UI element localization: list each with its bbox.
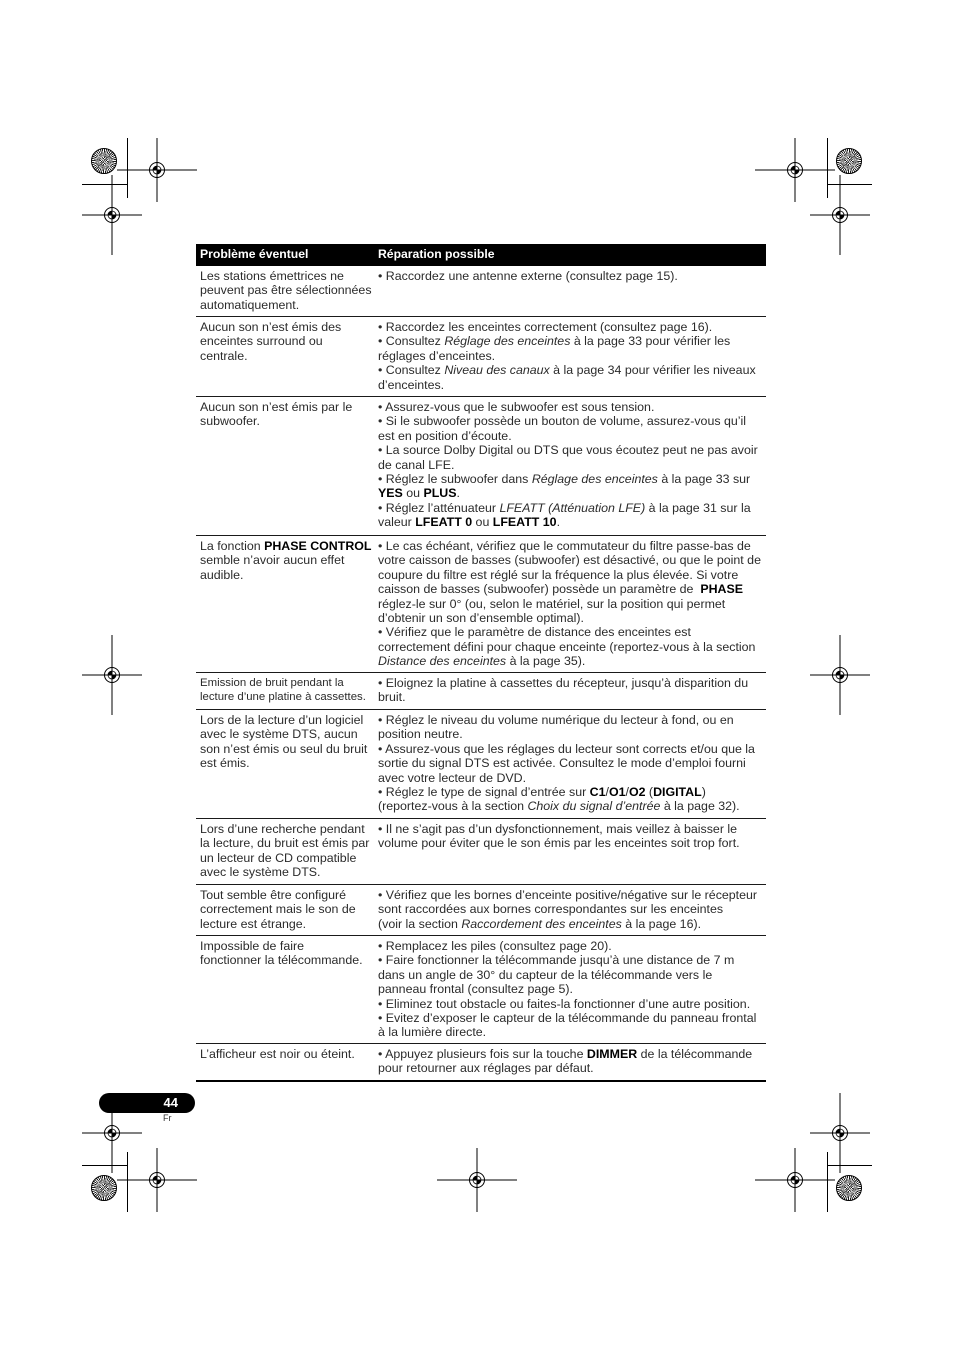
bold-text: C1 (589, 784, 606, 799)
table-row (196, 536, 766, 673)
text-segment: • Appuyez plusieurs fois sur la touche (378, 1047, 587, 1061)
text-segment: à la page 33 sur (657, 471, 751, 486)
italic-text: LFEATT (Atténuation LFE) (499, 500, 646, 515)
text-segment: bruit. (378, 690, 406, 705)
text-segment: sont raccordées aux bornes correspondantes sur les enceintes (378, 902, 724, 917)
solution-text-line (378, 472, 764, 486)
text-segment: • Réglez le type de signal d’entrée sur (378, 784, 590, 799)
text-segment: • Si le subwoofer possède un bouton de volume, assurez-vous qu’il (378, 414, 747, 429)
problem-text-line (200, 414, 376, 428)
table-row (196, 819, 766, 885)
solution-cell (378, 888, 764, 931)
solution-text-line (378, 953, 764, 967)
text-segment: Tout semble être configuré (200, 888, 347, 902)
problem-cell (200, 320, 376, 363)
solution-text-line (378, 917, 764, 931)
solution-text-line (378, 742, 764, 756)
solution-text-line (378, 939, 764, 953)
bold-text: DIGITAL (653, 784, 702, 799)
problem-text-line (200, 953, 376, 967)
problem-text-line (200, 568, 376, 582)
text-segment: • Vérifiez que le paramètre de distance des enceintes est (378, 625, 691, 640)
problem-cell (200, 888, 376, 931)
solution-text-line (378, 443, 764, 457)
registration-mark-top-left (117, 138, 197, 202)
solution-cell (378, 939, 764, 1040)
problem-cell (200, 400, 376, 429)
text-segment: à la page 35). (506, 654, 586, 669)
text-segment: avec le système DTS, aucun (200, 727, 358, 742)
solution-text-line (378, 1047, 764, 1061)
italic-text: Réglage des enceintes (444, 334, 571, 349)
problem-text-line (200, 320, 376, 334)
text-segment: votre caisson de basses (subwoofer) est désactivé, ou que le point de (378, 553, 761, 568)
problem-text-line (200, 676, 376, 690)
problem-text-line (200, 400, 376, 414)
color-target-bottom-right-icon (836, 1175, 862, 1201)
italic-text: Réglage des enceintes (531, 471, 658, 486)
registration-mark-top-right-side (810, 175, 870, 255)
text-segment: ) (701, 784, 706, 799)
solution-text-line (378, 486, 764, 500)
solution-text-line (378, 378, 764, 392)
registration-mark-bottom-right (755, 1148, 835, 1212)
language-label: Fr (163, 1113, 172, 1123)
text-segment: • Raccordez les enceintes correctement (consultez page 16). (378, 320, 713, 334)
color-target-top-right-icon (836, 148, 862, 174)
problem-text-line (200, 939, 376, 953)
solution-text-line (378, 785, 764, 799)
problem-cell (200, 1047, 376, 1061)
table-row (196, 397, 766, 536)
problem-text-line (200, 269, 376, 283)
italic-text: Niveau des canaux (444, 363, 550, 378)
registration-mark-middle-right (810, 635, 870, 715)
solution-text-line (378, 501, 764, 515)
text-segment: • La source Dolby Digital ou DTS que vous écoutez peut ne pas avoir (378, 443, 758, 458)
text-segment: lecture est étrange. (200, 916, 307, 931)
solution-text-line (378, 888, 764, 902)
solution-text-line (378, 1011, 764, 1025)
solution-cell (378, 320, 764, 392)
text-segment: ou (402, 486, 424, 501)
text-segment: valeur (378, 515, 416, 530)
solution-text-line (378, 836, 764, 850)
problem-cell (200, 939, 376, 968)
text-segment: Les stations émettrices ne (200, 269, 344, 283)
text-segment: la lecture, du bruit est émis par (200, 836, 370, 851)
text-segment: volume pour éviter que le son émis par les enceintes soit trop fort. (378, 836, 740, 851)
problem-text-line (200, 888, 376, 902)
page-number: 44 (163, 1095, 178, 1110)
bold-text: LFEATT 0 (415, 515, 473, 530)
problem-cell (200, 676, 376, 705)
text-segment: • Consultez (378, 334, 445, 349)
text-segment: coupure du filtre est réglé sur la fréquence la plus élevée. Si votre (378, 567, 739, 582)
text-segment: • Réglez l’atténuateur (378, 500, 500, 515)
bold-text: PHASE (700, 582, 744, 597)
table-row (196, 936, 766, 1044)
problem-text-line (200, 756, 376, 770)
text-segment: Impossible de faire (200, 939, 304, 953)
text-segment: à la page 31 sur la (645, 500, 751, 515)
problem-text-line (200, 283, 376, 297)
solution-text-line (378, 611, 764, 625)
text-segment: peuvent pas être sélectionnées (200, 283, 372, 298)
text-segment: • Réglez le subwoofer dans (378, 471, 532, 486)
problem-text-line (200, 902, 376, 916)
bold-text: PLUS (423, 486, 457, 501)
text-segment: • Le cas échéant, vérifiez que le commutateur du filtre passe-bas de (378, 539, 751, 553)
text-segment: position neutre. (378, 727, 463, 742)
table-header (196, 244, 766, 266)
solution-text-line (378, 349, 764, 363)
problem-text-line (200, 727, 376, 741)
solution-cell (378, 1047, 764, 1076)
text-segment: audible. (200, 567, 244, 582)
text-segment: réglez-le sur 0° (ou, selon le matériel, sur la position qui permet (378, 596, 726, 611)
problem-cell (200, 269, 376, 312)
solution-text-line (378, 902, 764, 916)
text-segment: avec votre lecteur de DVD. (378, 770, 527, 785)
solution-text-line (378, 690, 764, 704)
problem-text-line (200, 851, 376, 865)
text-segment: ( (645, 784, 654, 799)
problem-text-line (200, 298, 376, 312)
text-segment: Aucun son n’est émis des (200, 320, 342, 334)
text-segment: / (625, 784, 629, 799)
table-body (196, 266, 766, 1082)
text-segment: • Il ne s’agit pas d’un dysfonctionnement, mais veillez à baisser le (378, 822, 738, 836)
solution-text-line (378, 822, 764, 836)
header-problem: Problème éventuel (200, 247, 309, 261)
text-segment: • Raccordez une antenne externe (consultez page 15). (378, 269, 678, 283)
bold-text: DIMMER (586, 1047, 638, 1061)
table-row (196, 1044, 766, 1082)
solution-cell (378, 676, 764, 705)
italic-text: Distance des enceintes (378, 654, 507, 669)
solution-text-line (378, 582, 764, 596)
text-segment: de canal LFE. (378, 457, 455, 472)
text-segment: • Assurez-vous que le subwoofer est sous tension. (378, 400, 655, 414)
bold-text: O1 (608, 784, 626, 799)
bold-text: LFEATT 10 (492, 515, 557, 530)
text-segment: • Evitez d’exposer le capteur de la télécommande du panneau frontal (378, 1010, 757, 1025)
text-segment: • Vérifiez que les bornes d’enceinte positive/négative sur le récepteur (378, 888, 758, 902)
italic-text: Choix du signal d’entrée (527, 799, 661, 814)
text-segment: à la lumière directe. (378, 1025, 487, 1040)
text-segment: (reportez-vous à la section (378, 799, 528, 814)
text-segment: • Faire fonctionner la télécommande jusqu’à une distance de 7 m (378, 953, 735, 968)
color-target-bottom-left-icon (91, 1175, 117, 1201)
text-segment: de la télécommande (637, 1047, 753, 1061)
text-segment: (voir la section (378, 916, 462, 931)
text-segment: à la page 33 pour vérifier les (570, 334, 731, 349)
bold-text: PHASE CONTROL (264, 539, 372, 553)
text-segment: • Consultez (378, 363, 445, 378)
page-number-badge (99, 1093, 195, 1113)
problem-text-line (200, 690, 376, 704)
text-segment: Aucun son n’est émis par le (200, 400, 353, 414)
text-segment: Lors d’une recherche pendant (200, 822, 365, 836)
text-segment: avec le système DTS. (200, 865, 321, 880)
solution-text-line (378, 539, 764, 553)
solution-text-line (378, 363, 764, 377)
text-segment: à la page 16). (621, 916, 702, 931)
text-segment: est en position d’écoute. (378, 428, 512, 443)
solution-cell (378, 539, 764, 669)
solution-text-line (378, 982, 764, 996)
color-target-top-left-icon (91, 148, 117, 174)
text-segment: La fonction (200, 539, 265, 553)
solution-text-line (378, 676, 764, 690)
text-segment: son n’est émis ou seul du bruit (200, 741, 368, 756)
text-segment: d’obtenir un son d’ensemble optimal). (378, 610, 584, 625)
problem-text-line (200, 836, 376, 850)
problem-text-line (200, 349, 376, 363)
solution-text-line (378, 269, 764, 283)
table-row (196, 710, 766, 819)
solution-text-line (378, 771, 764, 785)
solution-text-line (378, 597, 764, 611)
solution-text-line (378, 320, 764, 334)
text-segment: enceintes surround ou (200, 334, 323, 349)
text-segment: panneau frontal (consultez page 5). (378, 982, 573, 997)
problem-text-line (200, 742, 376, 756)
text-segment: réglages d’enceintes. (378, 348, 496, 363)
solution-text-line (378, 640, 764, 654)
text-segment: sortie du signal DTS est activée. Consultez le mode d’emploi fourni (378, 756, 746, 771)
text-segment: semble n’avoir aucun effet (200, 553, 345, 568)
text-segment: • Eloignez la platine à cassettes du récepteur, jusqu’à disparition du (378, 676, 749, 690)
text-segment: . (556, 515, 561, 530)
solution-text-line (378, 654, 764, 668)
problem-cell (200, 822, 376, 880)
problem-text-line (200, 822, 376, 836)
registration-mark-top-right (755, 138, 835, 202)
text-segment: dans un angle de 30° du capteur de la télécommande vers le (378, 967, 713, 982)
text-segment: d’enceintes. (378, 377, 445, 392)
solution-text-line (378, 458, 764, 472)
text-segment: est émis. (200, 756, 250, 771)
text-segment: subwoofer. (200, 414, 260, 429)
solution-text-line (378, 1061, 764, 1075)
solution-text-line (378, 727, 764, 741)
registration-mark-top-left-side (82, 175, 142, 255)
table-row (196, 317, 766, 397)
bold-text: YES (378, 486, 403, 501)
text-segment: centrale. (200, 348, 248, 363)
problem-text-line (200, 334, 376, 348)
text-segment: • Assurez-vous que les réglages du lecteur sont corrects et/ou que la (378, 741, 755, 756)
problem-text-line (200, 553, 376, 567)
text-segment: Emission de bruit pendant la (200, 677, 344, 689)
text-segment: à la page 32). (660, 799, 740, 814)
solution-text-line (378, 414, 764, 428)
registration-mark-bottom-right-side (810, 1093, 870, 1173)
problem-cell (200, 713, 376, 771)
solution-text-line (378, 400, 764, 414)
italic-text: Raccordement des enceintes (461, 916, 622, 931)
table-row (196, 673, 766, 710)
text-segment: Lors de la lecture d’un logiciel (200, 713, 364, 727)
solution-text-line (378, 1025, 764, 1039)
solution-text-line (378, 799, 764, 813)
problem-text-line (200, 713, 376, 727)
table-row (196, 885, 766, 936)
problem-cell (200, 539, 376, 582)
text-segment: automatiquement. (200, 297, 300, 312)
text-segment: L’afficheur est noir ou éteint. (200, 1047, 355, 1061)
solution-text-line (378, 756, 764, 770)
solution-cell (378, 822, 764, 851)
solution-text-line (378, 553, 764, 567)
solution-cell (378, 713, 764, 814)
solution-text-line (378, 625, 764, 639)
solution-text-line (378, 713, 764, 727)
problem-text-line (200, 917, 376, 931)
text-segment: • Eliminez tout obstacle ou faites-la fonctionner d’une autre position. (378, 996, 751, 1011)
text-segment: à la page 34 pour vérifier les niveaux (549, 363, 756, 378)
registration-mark-middle-left (82, 635, 142, 715)
text-segment: un lecteur de CD compatible (200, 850, 357, 865)
problem-text-line (200, 539, 376, 553)
registration-mark-bottom-center (437, 1148, 517, 1212)
solution-text-line (378, 568, 764, 582)
text-segment: • Remplacez les piles (consultez page 20). (378, 939, 612, 953)
table-row (196, 266, 766, 317)
registration-mark-bottom-left (117, 1148, 197, 1212)
text-segment: caisson de basses (subwoofer) possède un paramètre de (378, 582, 701, 597)
solution-text-line (378, 429, 764, 443)
solution-cell (378, 269, 764, 283)
text-segment: correctement mais le son de (200, 902, 356, 917)
text-segment: fonctionner la télécommande. (200, 953, 363, 968)
text-segment: . (456, 486, 460, 501)
problem-text-line (200, 865, 376, 879)
solution-text-line (378, 968, 764, 982)
text-segment: • Réglez le niveau du volume numérique du lecteur à fond, ou en (378, 713, 734, 727)
text-segment: / (605, 784, 609, 799)
text-segment: correctement défini pour chaque enceinte (reportez-vous à la section (378, 639, 756, 654)
solution-cell (378, 400, 764, 530)
header-solution: Réparation possible (378, 247, 495, 261)
troubleshooting-table (196, 244, 766, 1082)
problem-text-line (200, 1047, 376, 1061)
text-segment: ou (472, 515, 493, 530)
text-segment: pour retourner aux réglages par défaut. (378, 1061, 594, 1076)
solution-text-line (378, 515, 764, 529)
text-segment: lecture d’une platine à cassettes. (200, 691, 366, 704)
bold-text: O2 (628, 784, 646, 799)
solution-text-line (378, 997, 764, 1011)
solution-text-line (378, 334, 764, 348)
